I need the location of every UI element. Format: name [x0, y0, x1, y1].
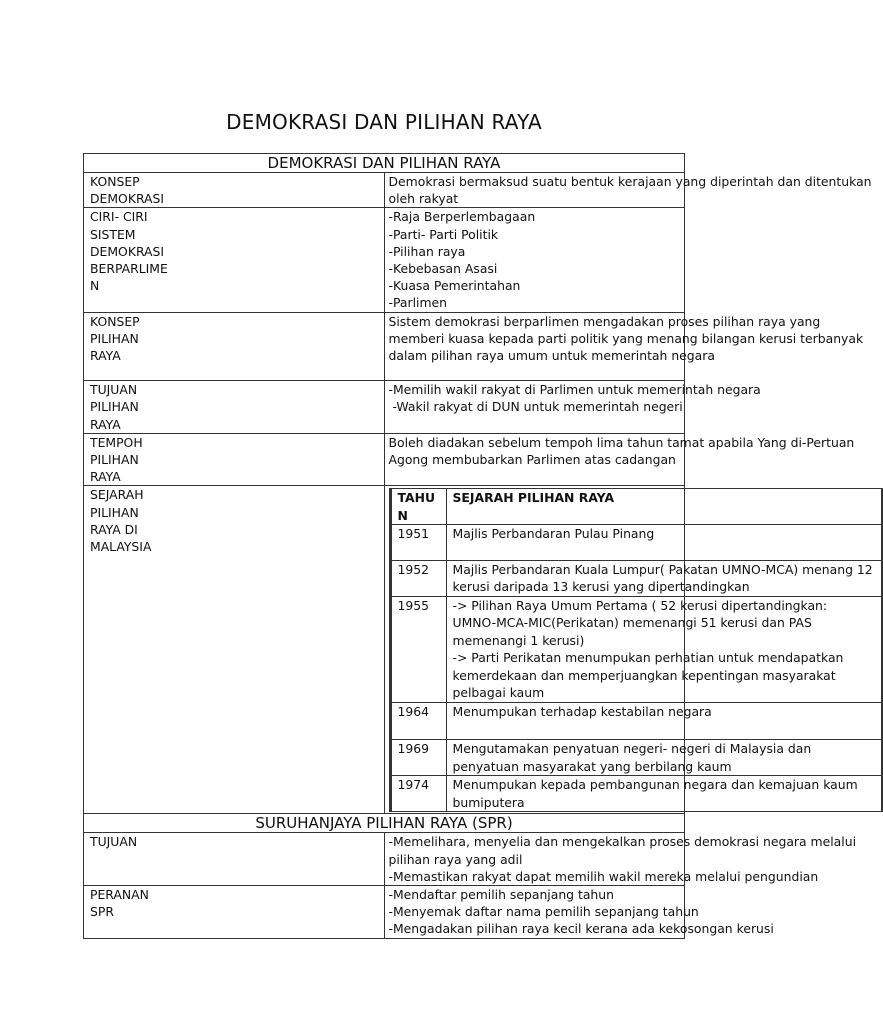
year-column-header — [391, 489, 447, 525]
history-row-1952 — [391, 561, 882, 597]
label-line: PERANAN — [90, 887, 149, 903]
history-event — [447, 597, 882, 703]
content-line: -Kebebasan Asasi — [388, 261, 498, 277]
label-line: PILIHAN — [90, 399, 139, 415]
row-content — [384, 486, 873, 814]
row-label — [84, 833, 385, 886]
row-content — [384, 381, 761, 434]
event-line: pelbagai kaum — [452, 685, 545, 701]
row-label — [84, 381, 385, 434]
content-line: -Menyemak daftar nama pemilih sepanjang tahun — [388, 904, 699, 920]
section-heading-spr: SURUHANJAYA PILIHAN RAYA (SPR) — [84, 814, 685, 833]
history-row-1951 — [391, 525, 882, 561]
label-line: TEMPOH — [90, 434, 143, 450]
content-line: -Wakil rakyat di DUN untuk memerintah negeri — [388, 399, 683, 415]
content-line: -Parti- Parti Politik — [388, 226, 499, 242]
label-line: SEJARAH — [90, 487, 144, 503]
content-line: Demokrasi bermaksud suatu bentuk kerajaan yang diperintah dan ditentukan — [388, 174, 872, 189]
label-line: SPR — [90, 904, 114, 920]
history-event — [447, 776, 882, 811]
label-line: DEMOKRASI — [90, 243, 165, 259]
section-header-row — [84, 814, 685, 833]
event-line: Mengutamakan penyatuan negeri- negeri di Malaysia dan — [452, 741, 812, 757]
content-line: -Memastikan rakyat dapat memilih wakil mereka melalui pengundian — [388, 868, 819, 884]
content-line: -Pilihan raya — [388, 243, 466, 259]
history-row-1964 — [391, 703, 882, 741]
row-label — [84, 886, 385, 939]
label-line: TUJUAN — [90, 382, 138, 398]
row-label — [84, 486, 385, 814]
label-line: DEMOKRASI — [90, 191, 165, 207]
content-line: -Parlimen — [388, 295, 448, 311]
row-content — [384, 312, 864, 381]
table-row-tempoh-pilihan-raya — [84, 433, 685, 486]
history-year: 1964 — [391, 703, 447, 741]
section-heading-demokrasi: DEMOKRASI DAN PILIHAN RAYA — [84, 154, 685, 173]
history-row-1974 — [391, 776, 882, 811]
header-line: TAHU — [397, 490, 436, 506]
row-label — [84, 433, 385, 486]
history-year: 1974 — [391, 776, 447, 811]
label-line: PILIHAN — [90, 452, 139, 468]
label-line: RAYA — [90, 348, 121, 364]
label-line: PILIHAN — [90, 504, 139, 520]
table-row-peranan-spr — [84, 886, 685, 939]
history-event — [447, 740, 882, 776]
event-line: kerusi daripada 13 kerusi yang dipertandingkan — [452, 579, 750, 595]
label-line: RAYA — [90, 416, 121, 432]
content-line: -Memilih wakil rakyat di Parlimen untuk memerintah negara — [388, 382, 761, 398]
label-line: BERPARLIME — [90, 261, 168, 277]
history-event — [447, 703, 882, 741]
content-line: Boleh diadakan sebelum tempoh lima tahun tamat apabila Yang di-Pertuan — [388, 434, 855, 450]
row-label — [84, 208, 385, 312]
label-line: PILIHAN — [90, 330, 139, 346]
event-line: bumiputera — [452, 794, 525, 810]
label-line: N — [90, 278, 100, 294]
history-event — [447, 561, 882, 597]
table-row-sejarah — [84, 486, 685, 814]
event-line: Menumpukan kepada pembangunan negara dan kemajuan kaum — [452, 777, 858, 793]
content-line: -Raja Berperlembagaan — [388, 209, 536, 225]
history-event — [447, 525, 882, 561]
label-line: RAYA DI — [90, 521, 138, 537]
table-row-ciri-ciri — [84, 208, 685, 312]
row-content — [384, 833, 857, 886]
event-line: Majlis Perbandaran Pulau Pinang — [452, 526, 655, 542]
event-line: -> Parti Perikatan menumpukan perhatian untuk mendapatkan — [452, 650, 844, 666]
event-line: UMNO-MCA-MIC(Perikatan) memenangi 51 kerusi dan PAS — [452, 615, 812, 631]
history-year: 1969 — [391, 740, 447, 776]
history-row-1955 — [391, 597, 882, 703]
content-line: oleh rakyat — [388, 191, 459, 207]
event-line: kemerdekaan dan memperjuangkan kepentingan masyarakat — [452, 667, 836, 683]
content-line: dalam pilihan raya umum untuk memerintah negara — [388, 348, 715, 364]
main-table — [83, 153, 873, 939]
history-header-row — [391, 489, 882, 525]
label-line: SISTEM — [90, 226, 136, 242]
history-table — [389, 488, 883, 812]
history-row-1969 — [391, 740, 882, 776]
row-label — [84, 312, 385, 381]
row-content — [384, 886, 774, 939]
content-line: Agong membubarkan Parlimen atas cadangan — [388, 452, 676, 468]
event-line: Majlis Perbandaran Kuala Lumpur( Pakatan UMNO-MCA) menang 12 — [452, 561, 873, 577]
table-row-konsep-pilihan-raya — [84, 312, 685, 381]
event-line: penyatuan masyarakat yang berbilang kaum — [452, 758, 732, 774]
label-line: KONSEP — [90, 174, 140, 189]
label-line: RAYA — [90, 469, 121, 485]
event-line: -> Pilihan Raya Umum Pertama ( 52 kerusi dipertandingkan: — [452, 597, 828, 613]
content-line: -Mengadakan pilihan raya kecil kerana ada kekosongan kerusi — [388, 921, 774, 937]
section-header-row — [84, 154, 685, 173]
event-line: Menumpukan terhadap kestabilan negara — [452, 703, 712, 719]
content-line: Sistem demokrasi berparlimen mengadakan proses pilihan raya yang — [388, 313, 821, 329]
history-year: 1955 — [391, 597, 447, 703]
table-row-konsep-demokrasi — [84, 173, 685, 208]
event-column-header: SEJARAH PILIHAN RAYA — [447, 489, 882, 525]
row-content — [384, 208, 685, 312]
document-title: DEMOKRASI DAN PILIHAN RAYA — [226, 110, 542, 134]
history-year: 1951 — [391, 525, 447, 561]
label-line: CIRI- CIRI — [90, 209, 148, 225]
history-year: 1952 — [391, 561, 447, 597]
content-line: -Kuasa Pemerintahan — [388, 278, 521, 294]
content-line: -Mendaftar pemilih sepanjang tahun — [388, 887, 614, 903]
header-line: N — [397, 507, 408, 523]
label-line: TUJUAN — [90, 834, 138, 850]
content-line: memberi kuasa kepada parti politik yang menang bilangan kerusi terbanyak — [388, 330, 864, 346]
label-line: MALAYSIA — [90, 539, 152, 555]
row-label — [84, 173, 385, 208]
label-line: KONSEP — [90, 313, 140, 329]
row-content — [384, 433, 855, 486]
content-line: -Memelihara, menyelia dan mengekalkan proses demokrasi negara melalui — [388, 834, 857, 850]
table-row-tujuan-spr — [84, 833, 685, 886]
content-line: pilihan raya yang adil — [388, 851, 523, 867]
table-row-tujuan-pilihan-raya — [84, 381, 685, 434]
event-line: memenangi 1 kerusi) — [452, 632, 585, 648]
row-content — [384, 173, 872, 208]
